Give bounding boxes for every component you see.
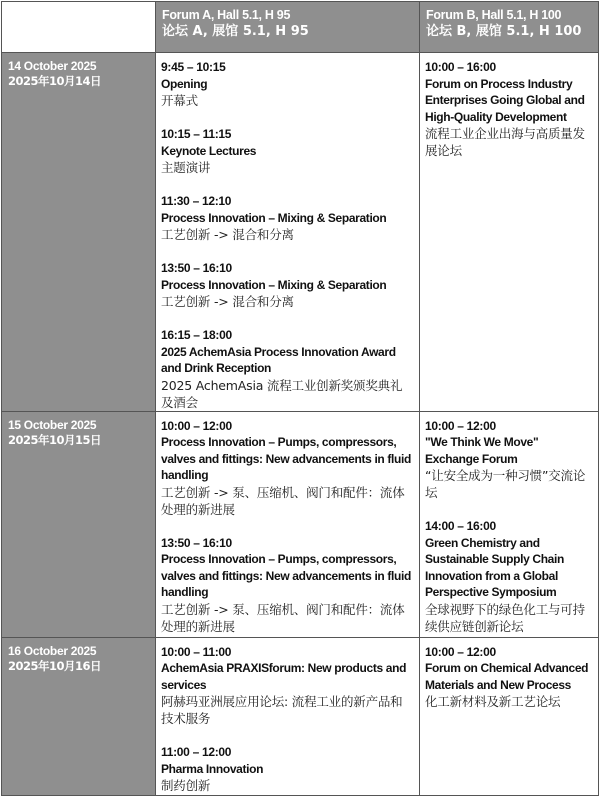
session-time: 13:50 – 16:10 <box>161 261 232 275</box>
session-time: 10:00 – 12:00 <box>425 644 496 659</box>
forum-a-title-en: Forum A, Hall 5.1, H 95 <box>162 8 291 22</box>
day-date-en: 15 October 2025 <box>8 417 97 432</box>
day-date-zh: 2025年10月14日 <box>8 74 102 88</box>
session-title: Opening <box>161 76 208 91</box>
session <box>425 518 592 635</box>
forum-b-title-en: Forum B, Hall 5.1, H 100 <box>426 8 562 22</box>
session-title: Process Innovation – Pumps, compressors, valves and fittings: New advancements in fluid handling <box>161 435 411 482</box>
session-title: Process Innovation – Mixing & Separation <box>161 277 387 292</box>
forum-b-cell <box>420 53 599 412</box>
session-title: "We Think We Move" Exchange Forum <box>425 435 539 466</box>
forum-a-cell <box>156 411 420 637</box>
session-title: 2025 AchemAsia Process Innovation Award and Drink Reception <box>161 344 396 375</box>
day-cell <box>2 637 156 795</box>
session-title-zh: 工艺创新 -> 混合和分离 <box>161 227 294 242</box>
schedule-table <box>1 1 599 796</box>
session-title-zh: 全球视野下的绿色化工与可持续供应链创新论坛 <box>425 601 585 634</box>
session-title-zh: 2025 AchemAsia 流程工业创新奖颁奖典礼及酒会 <box>161 377 403 410</box>
day-row <box>2 53 599 412</box>
session-time: 14:00 – 16:00 <box>425 519 496 533</box>
day-row <box>2 637 599 795</box>
session-title: Process Innovation – Pumps, compressors, valves and fittings: New advancements in fluid handling <box>161 552 411 599</box>
session <box>161 126 413 176</box>
session-time: 10:00 – 12:00 <box>425 418 496 433</box>
day-date-zh: 2025年10月15日 <box>8 432 102 447</box>
forum-b-title-zh: 论坛 B, 展馆 5.1, H 100 <box>426 24 582 39</box>
session-title-zh: 化工新材料及新工艺论坛 <box>425 694 561 709</box>
day-date-zh: 2025年10月16日 <box>8 658 102 673</box>
session-time: 10:15 – 11:15 <box>161 127 232 141</box>
session-time: 10:00 – 11:00 <box>161 644 232 659</box>
forum-b-cell <box>420 411 599 637</box>
session-title: Forum on Chemical Advanced Materials and New Process <box>425 661 589 692</box>
session <box>425 644 592 711</box>
session-time: 16:15 – 18:00 <box>161 328 232 342</box>
session-time: 13:50 – 16:10 <box>161 535 232 550</box>
session-title: Green Chemistry and Sustainable Supply Chain Innovation from a Global Perspective Symposium <box>425 535 564 599</box>
session-title: Pharma Innovation <box>161 761 264 776</box>
day-cell <box>2 411 156 637</box>
session <box>161 260 413 310</box>
session-title-zh: 流程工业企业出海与高质量发展论坛 <box>425 126 585 158</box>
day-cell <box>2 53 156 412</box>
session-title: Forum on Process Industry Enterprises Going Global and High-Quality Development <box>425 76 585 124</box>
session <box>161 744 413 794</box>
day-date-en: 16 October 2025 <box>8 643 97 658</box>
corner-cell <box>2 2 156 53</box>
session-time: 10:00 – 16:00 <box>425 60 496 74</box>
session <box>161 644 413 728</box>
session-time: 9:45 – 10:15 <box>161 60 226 74</box>
session <box>161 59 413 109</box>
forum-a-cell <box>156 53 420 412</box>
session-time: 11:30 – 12:10 <box>161 194 232 208</box>
session-title-zh: 主题演讲 <box>161 160 211 175</box>
session-title-zh: 工艺创新 -> 泵、压缩机、阀门和配件：流体处理的新进展 <box>161 484 405 517</box>
session-title-zh: “让安全成为一种习惯”交流论坛 <box>425 468 586 500</box>
session <box>425 418 592 502</box>
forum-a-title-zh: 论坛 A, 展馆 5.1, H 95 <box>162 24 309 39</box>
session <box>425 59 592 159</box>
forum-b-cell <box>420 637 599 795</box>
session-time: 10:00 – 12:00 <box>161 418 232 433</box>
session-title: Keynote Lectures <box>161 143 257 158</box>
session <box>161 418 413 518</box>
session-title-zh: 阿赫玛亚洲展应用论坛: 流程工业的新产品和技术服务 <box>161 694 403 726</box>
day-row <box>2 411 599 637</box>
session <box>161 535 413 635</box>
session-title-zh: 制药创新 <box>161 778 211 793</box>
session <box>161 327 413 411</box>
session-title-zh: 工艺创新 -> 泵、压缩机、阀门和配件：流体处理的新进展 <box>161 601 405 634</box>
header-row <box>2 2 599 53</box>
day-date-en: 14 October 2025 <box>8 59 97 73</box>
session-title-zh: 开幕式 <box>161 93 198 108</box>
session-title: AchemAsia PRAXISforum: New products and services <box>161 661 407 692</box>
session-title: Process Innovation – Mixing & Separation <box>161 210 387 225</box>
session <box>161 193 413 243</box>
session-time: 11:00 – 12:00 <box>161 745 232 759</box>
forum-a-header <box>156 2 420 53</box>
forum-a-cell <box>156 637 420 795</box>
session-title-zh: 工艺创新 -> 混合和分离 <box>161 294 294 309</box>
forum-b-header <box>420 2 599 53</box>
